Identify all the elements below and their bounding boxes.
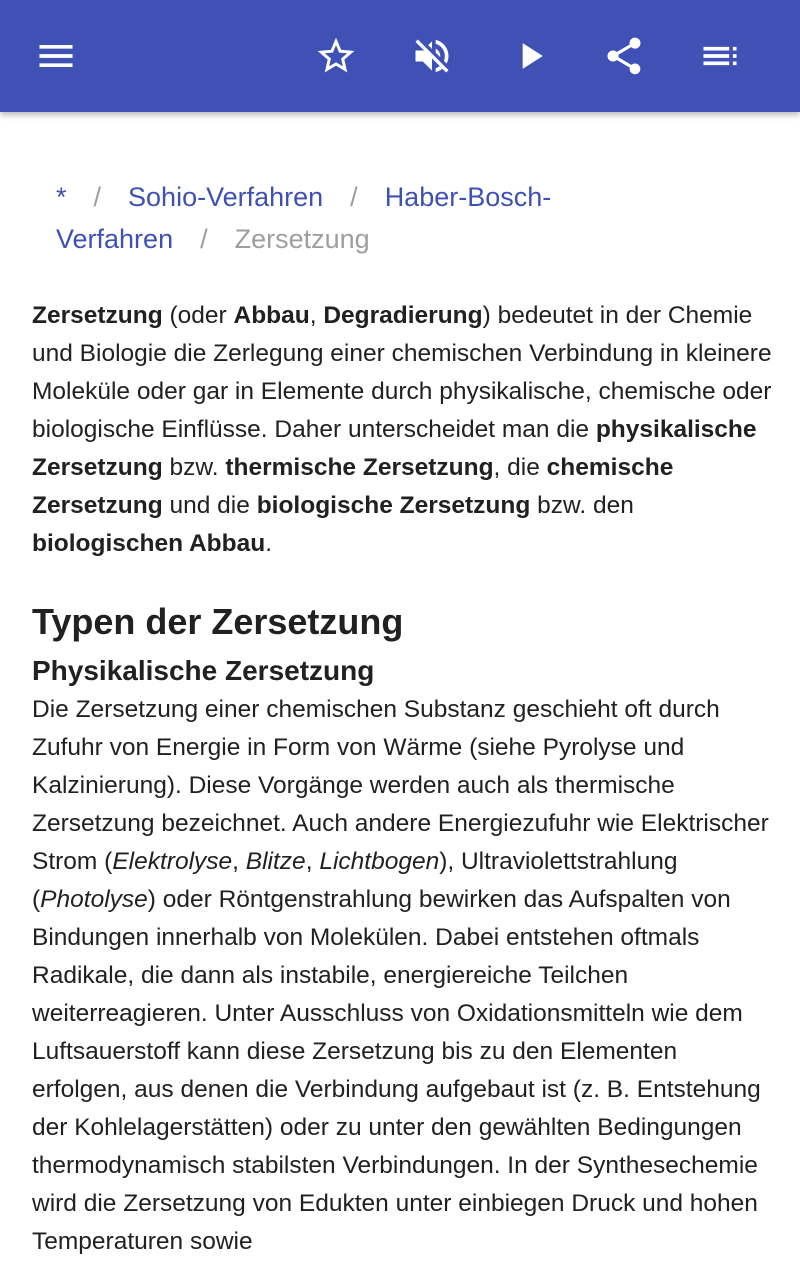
text-span: , [305, 848, 320, 875]
play-icon [508, 34, 552, 78]
article-content [32, 297, 772, 1261]
bold-term: Degradierung [323, 302, 483, 329]
text-span: ) bedeutet in der Chemie und Biologie die Zerlegung einer chemischen Verbindung in kleinere Moleküle oder gar in Elemente durch physikalische, chemische oder biologische Einflüsse. Daher unterscheidet man die [32, 302, 772, 443]
italic-term: Lichtbogen [319, 848, 440, 875]
intro-paragraph [32, 297, 772, 563]
text-span: , [232, 848, 246, 875]
italic-term: Photolyse [40, 886, 148, 913]
text-span: ), Ultraviolettstrahlung ( [32, 848, 678, 913]
menu-icon [34, 34, 78, 78]
menu-button[interactable] [28, 28, 84, 84]
bold-term: Zersetzung [32, 302, 163, 329]
table-of-contents-button[interactable] [692, 28, 748, 84]
text-span: und die [162, 492, 257, 519]
share-button[interactable] [596, 28, 652, 84]
breadcrumb-link-sohio-verfahren[interactable]: Sohio-Verfahren [128, 182, 324, 212]
text-span: einbiegen Druck und hohen Temperaturen sowie [32, 1190, 758, 1255]
breadcrumb [56, 176, 756, 260]
body-paragraph [32, 691, 772, 1261]
mute-button[interactable] [404, 28, 460, 84]
play-button[interactable] [502, 28, 558, 84]
bold-term: thermische Zersetzung [225, 454, 494, 481]
bold-term: biologischen Abbau [32, 530, 266, 557]
share-icon [602, 34, 646, 78]
text-span: , die [493, 454, 547, 481]
italic-term: Elektrolyse [112, 848, 233, 875]
volume-off-icon [410, 34, 454, 78]
bold-term: Abbau [233, 302, 310, 329]
text-span: , [309, 302, 324, 329]
breadcrumb-current: Zersetzung [234, 224, 370, 254]
bold-term: physikalische Zersetzung [32, 416, 757, 481]
text-span: Die Zersetzung einer chemischen Substanz geschieht oft durch Zufuhr von Energie in Form von Wärme (siehe Pyrolyse und Kalzinierung). Diese Vorgänge werden auch als thermische Zersetzung bezeichnet. Auch andere Energiezufuhr wie Elektrischer Strom ( [32, 696, 769, 875]
breadcrumb-separator: / [93, 182, 102, 212]
star-outline-icon [314, 34, 358, 78]
bold-term: chemische Zersetzung [32, 454, 674, 519]
bookmark-button[interactable] [308, 28, 364, 84]
text-span: bzw. [162, 454, 226, 481]
text-span: . [265, 530, 273, 557]
toc-list-icon [698, 34, 742, 78]
text-span: (oder [162, 302, 234, 329]
breadcrumb-home-link[interactable]: * [56, 182, 67, 212]
text-span: ) oder Röntgenstrahlung bewirken das Aufspalten von Bindungen innerhalb von Molekülen. Dabei entstehen oftmals Radikale, die dann als instabile, energiereiche Teilchen weiterreagieren. Unter Ausschluss von Oxidationsmitteln wie dem Luftsauerstoff kann diese Zersetzung bis zu den Elementen erfolgen, aus denen die Verbindung aufgebaut ist (z. B. Entstehung der Kohlelagerstätten) oder zu unter den gewählten Bedingungen thermodynamisch stabilsten Verbindungen. In der Synthesechemie wird die Zersetzung von Edukten unter [32, 886, 761, 1217]
app-bar [0, 0, 800, 112]
breadcrumb-link-haber-bosch-verfahren[interactable]: Haber-Bosch-Verfahren [56, 182, 552, 254]
section-heading: Typen der Zersetzung [32, 601, 404, 642]
breadcrumb-separator: / [200, 224, 208, 254]
text-span: bzw. den [530, 492, 634, 519]
subsection-heading: Physikalische Zersetzung [32, 655, 375, 686]
bold-term: biologische Zersetzung [256, 492, 531, 519]
italic-term: Blitze [245, 848, 306, 875]
breadcrumb-separator: / [350, 182, 358, 212]
